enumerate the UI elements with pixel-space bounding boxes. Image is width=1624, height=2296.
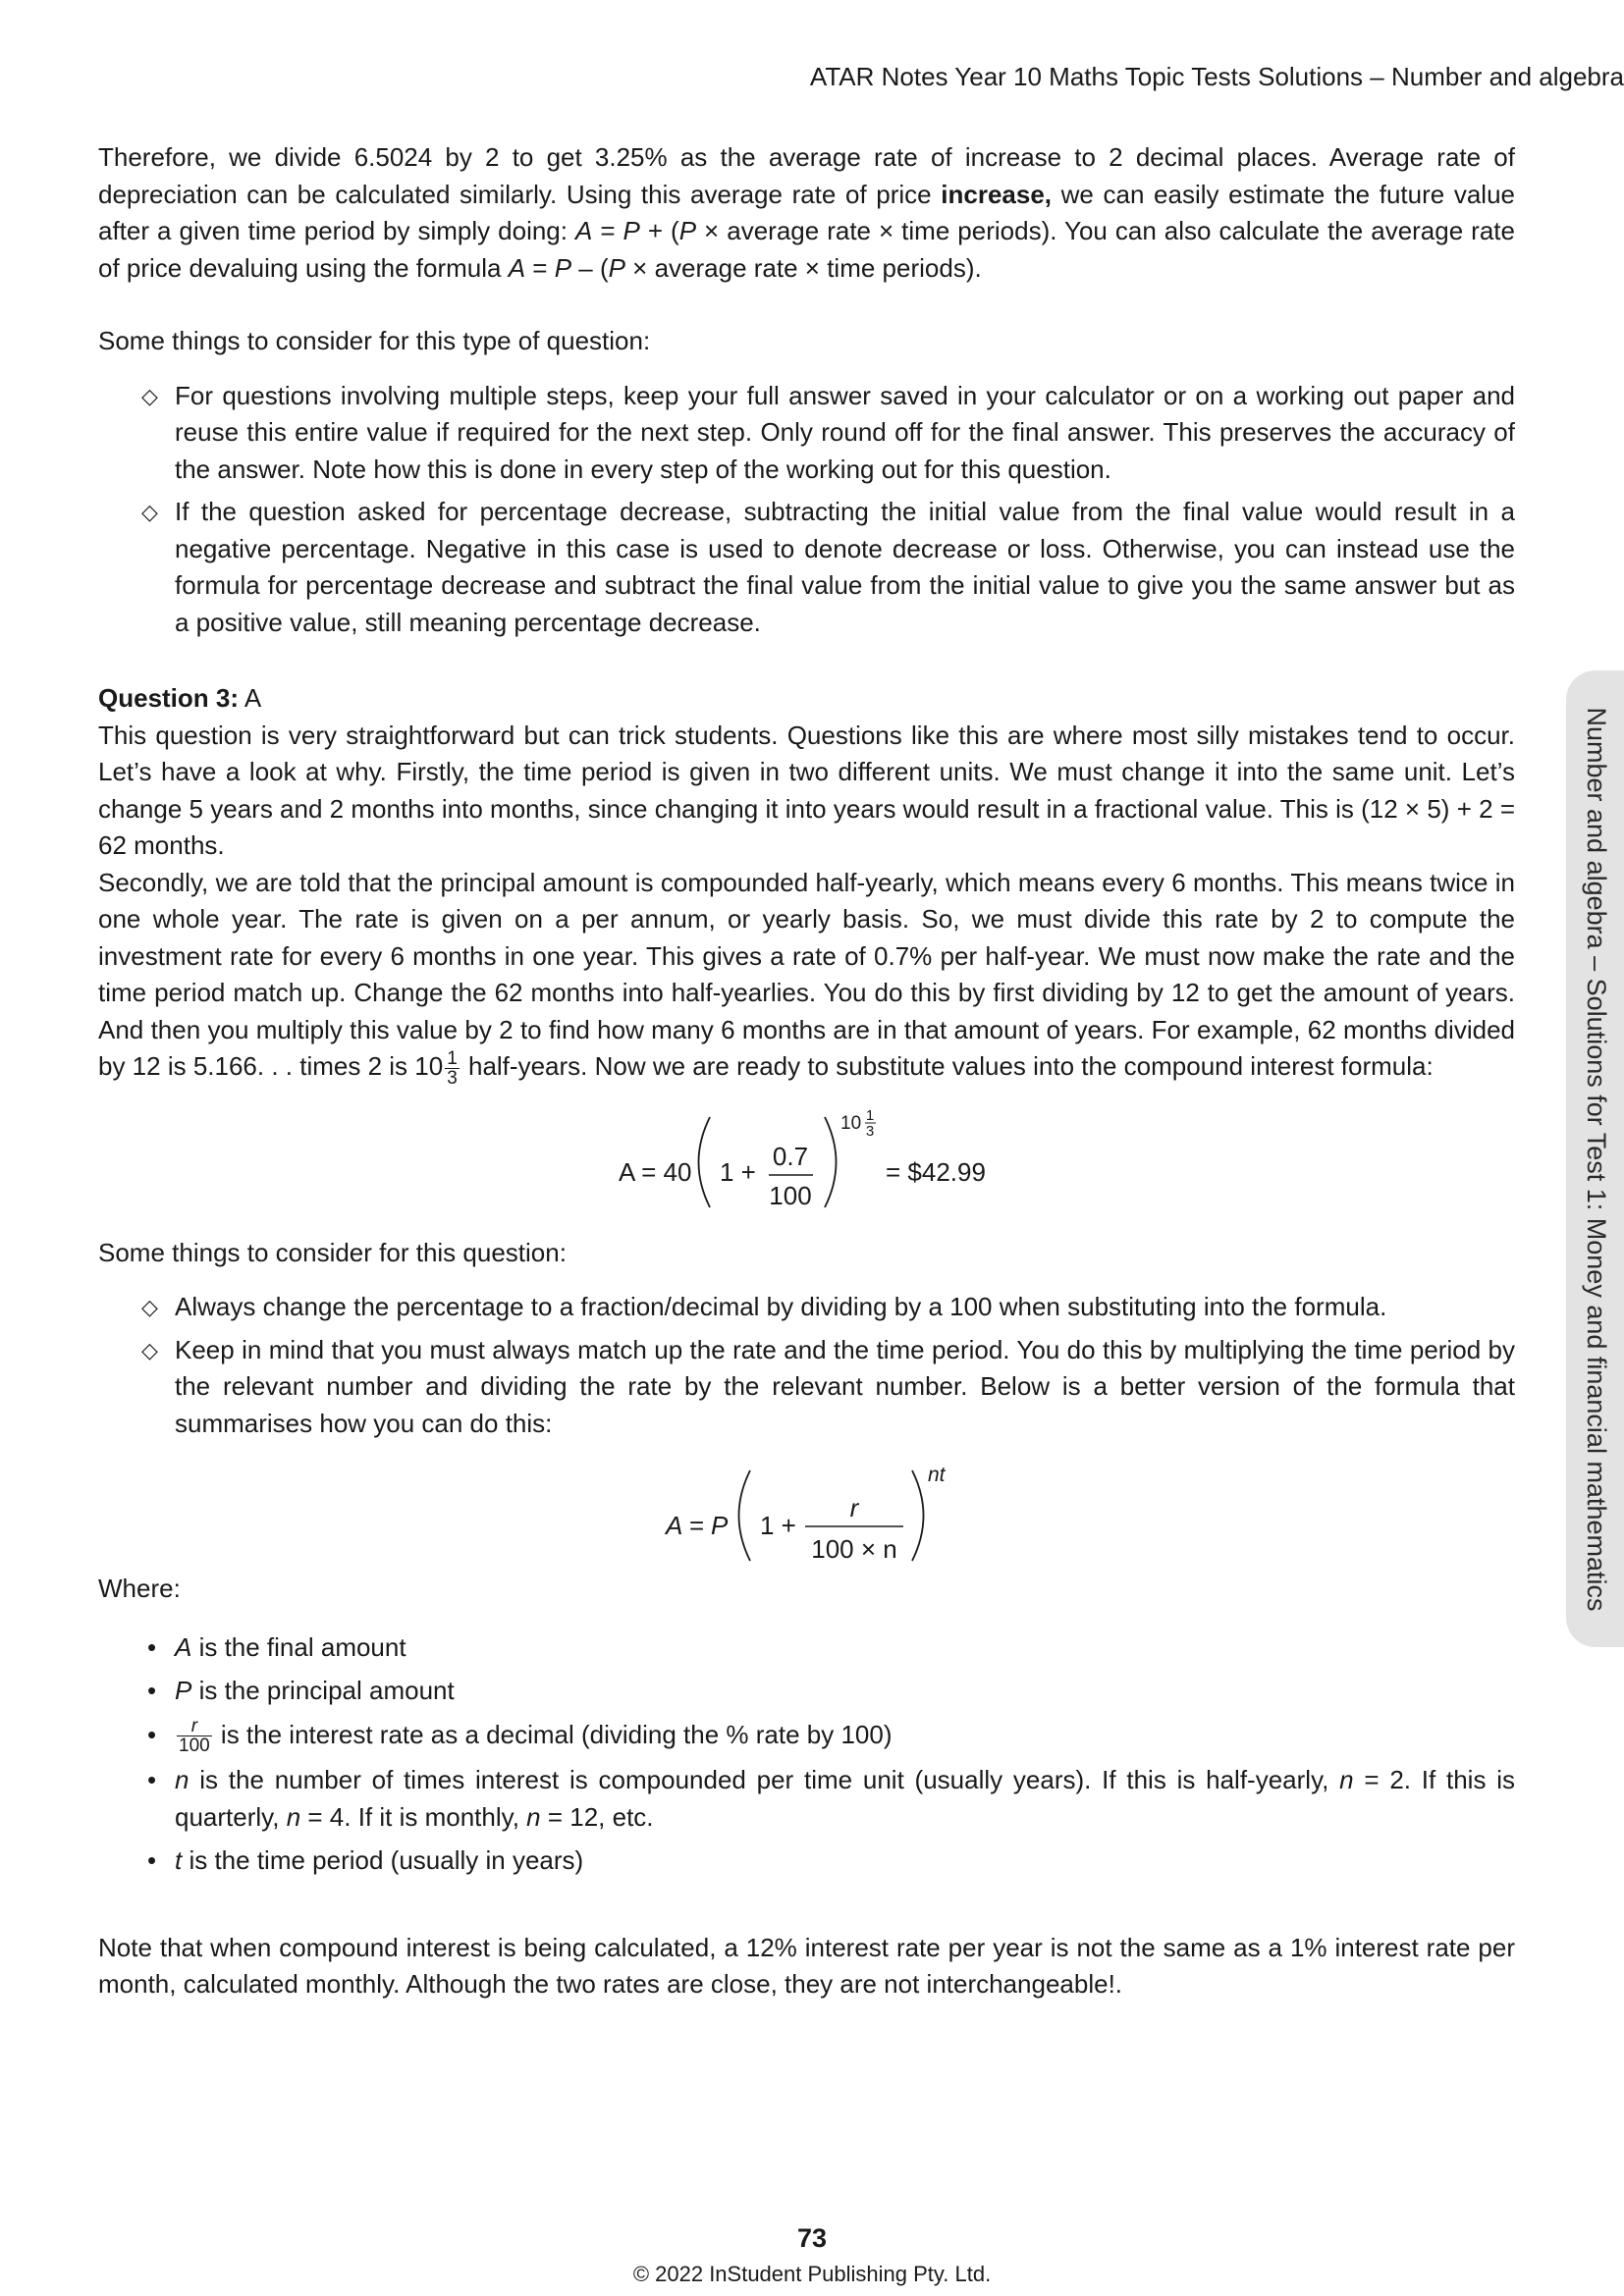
- q3-consider: Some things to consider for this question:: [98, 1237, 567, 1267]
- bullet-icon: •: [147, 1676, 157, 1706]
- left-paren: [739, 1470, 751, 1561]
- copyright: © 2022 InStudent Publishing Pty. Ltd.: [632, 2262, 992, 2286]
- question-heading: Question 3: A: [98, 683, 262, 713]
- diamond-bullet-icon: ◇: [141, 383, 158, 408]
- diamond-bullet-icon: ◇: [141, 1295, 158, 1320]
- formula-numerator: r: [849, 1493, 859, 1523]
- equation-lhs: A = 40: [619, 1156, 692, 1187]
- formula-denominator: 100 × n: [811, 1534, 897, 1565]
- compound-interest-equation: [98, 1088, 1515, 1235]
- list-item: ◇ For questions involving multiple steps, keep your full answer saved in your calculator or on a working out paper and reuse this entire value if required for the next step. Only round off for the final answer. This preserves the accuracy of the answer. Note how this is done in every step of the working out for this question.: [98, 378, 1515, 489]
- equation-denominator: 100: [769, 1180, 812, 1210]
- general-formula: [98, 1448, 1515, 1571]
- where-label: Where:: [98, 1574, 181, 1604]
- side-tab-label: Number and algebra – Solutions for Test 1: Money and financial mathematics: [1581, 707, 1611, 1612]
- list-item: ◇ Always change the percentage to a fraction/decimal by dividing by a 100 when substituting into the formula.: [98, 1289, 1515, 1326]
- q3-paragraph-2: Secondly, we are told that the principal amount is compounded half-yearly, which means every 6 months. This means twice in one whole year. The rate is given on a per annum, or yearly basis. So, we must divide this rate by 2 to compute the investment rate for every 6 months in one year. This gives a rate of 0.7% per half-year. We must now make the rate and the time period match up. Change the 62 months into half-yearlies. You do this by first dividing by 12 to get the amount of years. And then you multiply this value by 2 to find how many 6 months are in that amount of years. For example, 62 months divided by 12 is 5.166. . . times 2 is 10 $\frac{1}{3}$ half-years. Now we are ready to substitute values into the compound interest formula:: [98, 867, 1515, 1089]
- question-answer: A: [244, 683, 262, 713]
- definitions-list: [98, 1629, 1515, 1880]
- list-item: • n is the number of times interest is compounded per time unit (usually years). If this is half-yearly, n = 2. If this is quarterly, n = 4. If it is monthly, n = 12, etc.: [98, 1762, 1515, 1836]
- fraction: $\frac{1}{3}$: [447, 1047, 458, 1089]
- q3-paragraph-1: This question is very straightforward but can trick students. Questions like this are where most silly mistakes tend to occur. Let’s have a look at why. Firstly, the time period is given in two different units. We must change it into the same unit. Let’s change 5 years and 2 months into months, since changing it into years would result in a fractional value. This is (12 × 5) + 2 = 62 months.: [98, 720, 1515, 860]
- list-item: • P is the principal amount: [98, 1673, 1515, 1710]
- right-paren: [912, 1470, 924, 1561]
- list-item: • $\frac{r}{100}$ is the interest rate as a decimal (dividing the % rate by 100): [147, 1716, 893, 1757]
- right-paren: [825, 1117, 837, 1207]
- exponent-numerator: 1: [865, 1106, 875, 1124]
- note-paragraph: Note that when compound interest is being calculated, a 12% interest rate per year is not the same as a 1% interest rate per month, calculated monthly. Although the two rates are close, they are not interchangeable!.: [98, 1932, 1515, 2000]
- exponent-denominator: 3: [865, 1122, 875, 1140]
- bullet-icon: •: [147, 1845, 157, 1876]
- fraction: $\frac{r}{100}$: [179, 1716, 210, 1757]
- page-number: 73: [796, 2223, 828, 2253]
- intro-tips-list: [98, 378, 1515, 642]
- formula-one-plus: 1 +: [760, 1511, 796, 1541]
- intro-consider: Some things to consider for this type of question:: [98, 326, 651, 355]
- diamond-bullet-icon: ◇: [141, 1337, 158, 1362]
- bullet-icon: •: [147, 1765, 157, 1795]
- equation-result: = $42.99: [886, 1156, 986, 1187]
- formula-lhs: A = P: [666, 1511, 729, 1541]
- list-item: ◇ Keep in mind that you must always match up the rate and the time period. You do this by multiplying the time period by the relevant number and dividing the rate by the relevant number. Below is a better version of the formula that summarises how you can do this:: [98, 1332, 1515, 1443]
- list-item: • A is the final amount: [98, 1629, 1515, 1667]
- running-header: ATAR Notes Year 10 Maths Topic Tests Solutions – Number and algebra: [809, 62, 1624, 91]
- equation-numerator: 0.7: [772, 1141, 809, 1171]
- page-content: [98, 139, 1515, 2003]
- bullet-icon: •: [147, 1719, 157, 1749]
- intro-paragraph: Therefore, we divide 6.5024 by 2 to get 3.25% as the average rate of increase to 2 decimal places. Average rate of depreciation can be calculated similarly. Using this average rate of price increase, we can easily estimate the future value after a given time period by simply doing: A = P + (P × average rate × time periods). You can also calculate the average rate of price devaluing using the formula A = P – (P × average rate × time periods).: [98, 142, 1516, 283]
- q3-tips-list: [98, 1289, 1515, 1442]
- formula-exponent: nt: [928, 1464, 946, 1487]
- bullet-icon: •: [147, 1631, 157, 1662]
- list-item: ◇ If the question asked for percentage decrease, subtracting the initial value from the final value would result in a negative percentage. Negative in this case is used to denote decrease or loss. Otherwise, you can instead use the formula for percentage decrease and subtract the final value from the initial value to give you the same answer but as a positive value, still meaning percentage decrease.: [98, 494, 1515, 641]
- equation-one-plus: 1 +: [720, 1156, 756, 1187]
- left-paren: [699, 1117, 711, 1207]
- list-item: • t is the time period (usually in years): [98, 1842, 1515, 1880]
- diamond-bullet-icon: ◇: [141, 500, 158, 524]
- equation-exponent: 10: [840, 1112, 862, 1134]
